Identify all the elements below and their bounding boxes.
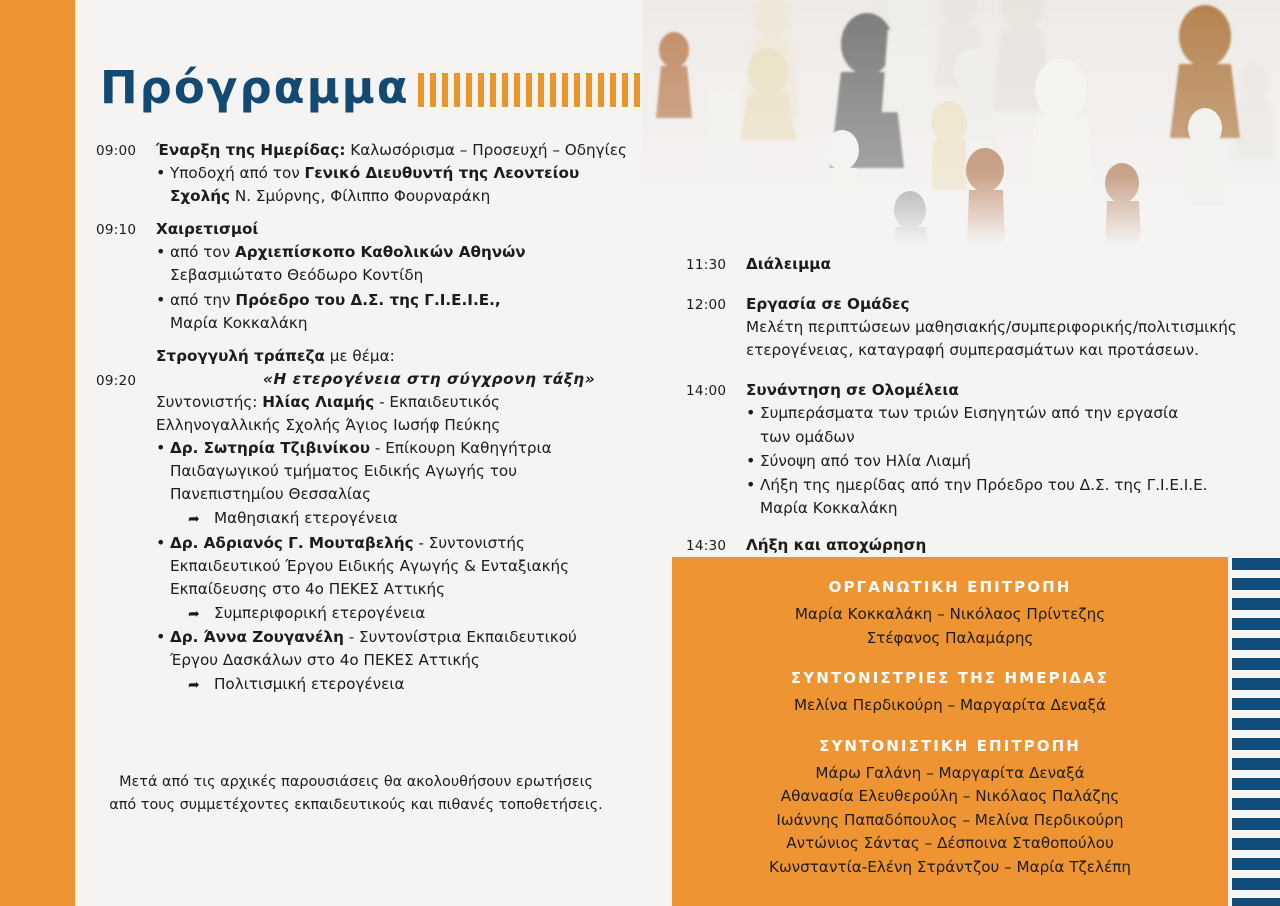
- entry-detail: Μελέτη περιπτώσεων μαθησιακής/συμπεριφορικής/πολιτισμικής: [746, 318, 1237, 337]
- list-item: [156, 289, 656, 335]
- roundtable-topic: «Η ετερογένεια στη σύγχρονη τάξη»: [263, 369, 596, 388]
- list-item: [746, 402, 1246, 448]
- moderator-post: - Εκπαιδευτικός: [374, 392, 500, 411]
- speaker-name: Δρ. Άννα Ζουγανέλη: [170, 627, 344, 646]
- schedule-right-column: [686, 253, 1246, 566]
- footnote-line-2: από τους συμμετέχοντες εκπαιδευτικούς και πιθανές τοποθετήσεις.: [109, 797, 603, 814]
- speaker-topic: ➥ Συμπεριφορική ετερογένεια: [170, 602, 656, 625]
- entry-detail: ετερογένειας, καταγραφή συμπερασμάτων και προτάσεων.: [746, 341, 1199, 360]
- roundtable-lead-rest: με θέμα:: [324, 346, 395, 365]
- committee-name-line: Ιωάννης Παπαδόπουλος – Μελίνα Περδικούρη: [776, 810, 1124, 829]
- footnote: [96, 771, 616, 818]
- speaker-affiliation: Πανεπιστημίου Θεσσαλίας: [170, 485, 371, 504]
- bullet-post: Σεβασμιώτατο Θεόδωρο Κοντίδη: [170, 266, 424, 285]
- wooden-peg-figures-photo: [642, 0, 1280, 245]
- bullet-line: Μαρία Κοκκαλάκη: [760, 498, 898, 517]
- bullet-pre: Υποδοχή από τον: [170, 164, 305, 183]
- bullet-line: • Λήξη της ημερίδας από την Πρόεδρο του Δ.Σ. της Γ.Ι.Ε.Ι.Ε.: [760, 475, 1208, 494]
- left-band-edge: [75, 0, 79, 906]
- photo-graphic: [642, 0, 1280, 245]
- entry-heading-rest: Καλωσόρισμα – Προσευχή – Οδηγίες: [345, 141, 627, 159]
- committees-panel: [672, 557, 1228, 906]
- bullet-post: Μαρία Κοκκαλάκη: [170, 313, 308, 332]
- bullet-line: των ομάδων: [760, 427, 855, 446]
- committee-name-line: Μάρω Γαλάνη – Μαργαρίτα Δεναξά: [815, 763, 1085, 782]
- header: [100, 48, 645, 114]
- entry-body: [156, 218, 656, 335]
- committee-names: [692, 694, 1208, 718]
- bullet-line: • Συμπεράσματα των τριών Εισηγητών από την εργασία: [760, 404, 1179, 423]
- committee-heading: ΣΥΝΤΟΝΙΣΤΙΚΗ ΕΠΙΤΡΟΠΗ: [819, 736, 1081, 755]
- list-item: [156, 241, 656, 287]
- bullet-bold-2: Σχολής: [170, 187, 231, 206]
- list-item: [156, 532, 656, 625]
- list-item: [746, 450, 1246, 473]
- entry-heading: Συνάντηση σε Ολομέλεια: [746, 381, 959, 400]
- speaker-affiliation: Έργου Δασκάλων στο 4ο ΠΕΚΕΣ Αττικής: [170, 650, 480, 669]
- schedule-entry: [96, 218, 656, 335]
- entry-time: 11:30: [686, 257, 727, 273]
- speaker-role: - Επίκουρη Καθηγήτρια: [370, 439, 552, 458]
- schedule-entry: [686, 253, 1246, 276]
- committee-name-line: Αθανασία Ελευθερούλη – Νικόλαος Παλάζης: [780, 787, 1120, 806]
- entry-time: 12:00: [686, 297, 727, 314]
- schedule-entry: [96, 139, 656, 209]
- bullet-pre: από τον: [170, 243, 236, 262]
- bullet-bold: Γενικό Διευθυντή της Λεοντείου: [304, 164, 580, 183]
- committee-heading: ΟΡΓΑΝΩΤΙΚΗ ΕΠΙΤΡΟΠΗ: [828, 578, 1072, 596]
- dashes-ornament-icon: [418, 73, 645, 107]
- committee-names: [692, 762, 1208, 880]
- committee-heading: ΣΥΝΤΟΝΙΣΤΡΙΕΣ ΤΗΣ ΗΜΕΡΙΔΑΣ: [790, 669, 1110, 688]
- speaker-role: - Συντονιστής: [413, 533, 525, 552]
- schedule-entry: [686, 379, 1246, 521]
- entry-bullet-list: [746, 402, 1246, 519]
- entry-body: [156, 139, 656, 209]
- schedule-left-column: [96, 139, 656, 706]
- committee-group: [692, 734, 1208, 880]
- list-item: [156, 437, 656, 530]
- entry-body: [156, 345, 656, 697]
- entry-body: [746, 379, 1246, 521]
- speaker-affiliation: Εκπαίδευσης στο 4ο ΠΕΚΕΣ Αττικής: [170, 579, 446, 598]
- list-item: [746, 474, 1246, 520]
- entry-body: [746, 293, 1246, 362]
- speaker-topic: ➥ Πολιτισμική ετερογένεια: [170, 673, 656, 696]
- speaker-role: - Συντονίστρια Εκπαιδευτικού: [343, 627, 577, 646]
- entry-time: 14:30: [686, 537, 727, 554]
- entry-time: 09:10: [96, 222, 137, 239]
- moderator-line2: Ελληνογαλλικής Σχολής Άγιος Ιωσήφ Πεύκης: [156, 416, 501, 435]
- schedule-entry: [686, 534, 1246, 557]
- roundtable-entry: [96, 345, 656, 697]
- entry-body: [746, 253, 1246, 276]
- committee-group: [692, 575, 1208, 650]
- footnote-line-1: Μετά από τις αρχικές παρουσιάσεις θα ακολουθήσουν ερωτήσεις: [119, 774, 593, 790]
- roundtable-lead: Στρογγυλή τράπεζα: [156, 346, 325, 365]
- entry-bullet-list: [156, 162, 656, 208]
- entry-heading: Εργασία σε Ομάδες: [746, 295, 910, 314]
- speaker-topic: ➥ Μαθησιακή ετερογένεια: [170, 507, 656, 530]
- committee-names: [692, 603, 1208, 650]
- entry-body: [746, 534, 1246, 557]
- list-item: [156, 162, 656, 208]
- speaker-affiliation: Παιδαγωγικού τμήματος Ειδικής Αγωγής του: [170, 462, 518, 481]
- entry-bullet-list: [156, 241, 656, 334]
- navy-stripes-ornament-icon: [1232, 558, 1280, 906]
- entry-heading: Έναρξη της Ημερίδας:: [156, 141, 346, 159]
- speaker-list: [156, 437, 656, 696]
- speaker-name: Δρ. Σωτηρία Τζιβινίκου: [170, 439, 371, 458]
- committee-name-line: Μαρία Κοκκαλάκη – Νικόλαος Πρίντεζης: [794, 605, 1106, 623]
- committee-group: [692, 666, 1208, 718]
- page-title: Πρόγραμμα: [100, 61, 410, 114]
- entry-heading: Λήξη και αποχώρηση: [746, 535, 927, 554]
- speaker-affiliation: Εκπαιδευτικού Έργου Ειδικής Αγωγής & Ενταξιακής: [170, 556, 570, 575]
- committee-name-line: Στέφανος Παλαμάρης: [866, 628, 1034, 647]
- entry-time: 09:20: [96, 372, 137, 389]
- committee-name-line: Αντώνιος Σάντας – Δέσποινα Σταθοπούλου: [786, 834, 1114, 853]
- bullet-bold: Πρόεδρο του Δ.Σ. της Γ.Ι.Ε.Ι.Ε.,: [235, 290, 501, 309]
- entry-time: 09:00: [96, 143, 137, 159]
- bullet-bold: Αρχιεπίσκοπο Καθολικών Αθηνών: [235, 243, 526, 262]
- bullet-post: Ν. Σμύρνης, Φίλιππο Φουρναράκη: [230, 187, 491, 206]
- speaker-name: Δρ. Αδριανός Γ. Μουταβελής: [170, 533, 414, 552]
- entry-heading: Χαιρετισμοί: [156, 220, 259, 239]
- left-orange-band: [0, 0, 75, 906]
- entry-heading: Διάλειμμα: [746, 255, 831, 273]
- schedule-entry: [686, 293, 1246, 362]
- moderator-name: Ηλίας Λιαμής: [262, 392, 375, 411]
- bullet-line: • Σύνοψη από τον Ηλία Λιαμή: [760, 451, 971, 470]
- entry-time: 14:00: [686, 383, 727, 400]
- committee-name-line: Κωνσταντία-Ελένη Στράντζου – Μαρία Τζελέπη: [769, 857, 1131, 876]
- bullet-pre: από την: [170, 290, 236, 309]
- moderator-pre: Συντονιστής:: [156, 392, 263, 411]
- committee-name-line: Μελίνα Περδικούρη – Μαργαρίτα Δεναξά: [793, 696, 1107, 715]
- list-item: [156, 626, 656, 696]
